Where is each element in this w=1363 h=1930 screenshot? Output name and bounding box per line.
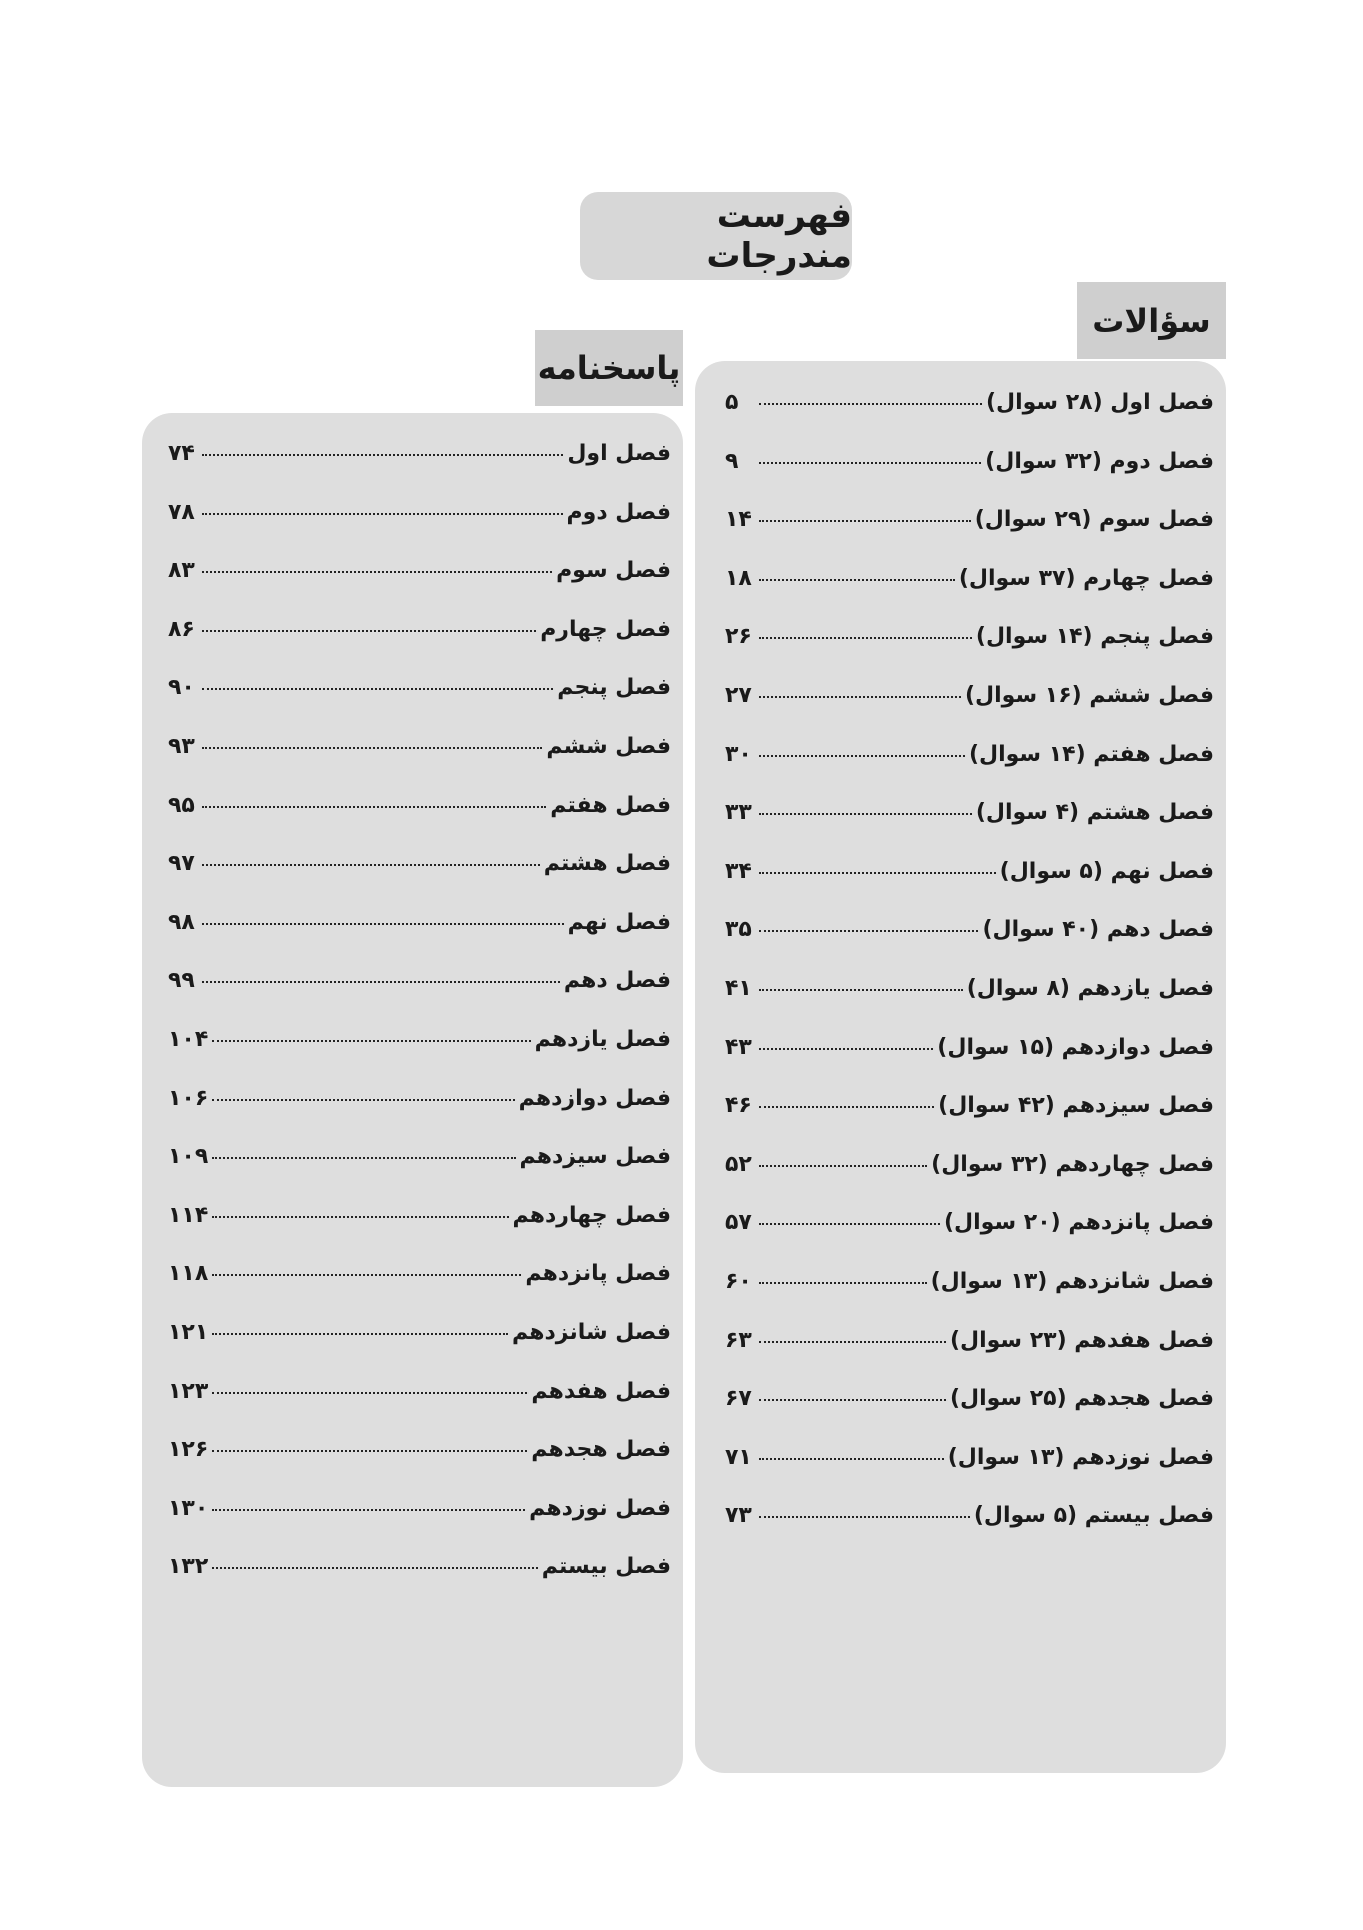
dot-leader [759,1399,946,1401]
toc-entry-page-number: ۳۰ [725,741,752,767]
toc-entry-page-number: ۴۳ [725,1034,752,1060]
dot-leader [202,454,563,456]
toc-entry[interactable] [725,1445,1214,1504]
page-title: فهرست مندرجات [580,192,852,280]
toc-entry[interactable] [725,449,1214,508]
toc-entry-title: فصل نوزدهم (۱۳ سوال) [947,1444,1214,1470]
toc-entry-title: فصل چهارم [540,616,671,642]
toc-entry-title: فصل نهم (۵ سوال) [999,858,1214,884]
dot-leader [759,989,963,991]
toc-entry-title: فصل یازدهم [534,1026,671,1052]
toc-entry-title: فصل نهم [567,909,671,935]
toc-entry[interactable] [168,734,671,793]
toc-entry[interactable] [168,1203,671,1262]
toc-entry-page-number: ۱۲۱ [168,1319,209,1345]
questions-panel [695,361,1226,1773]
toc-entry[interactable] [168,1379,671,1438]
dot-leader [759,1516,970,1518]
toc-entry[interactable] [725,1386,1214,1445]
toc-entry[interactable] [168,968,671,1027]
toc-entry[interactable] [725,683,1214,742]
dot-leader [202,806,546,808]
toc-entry-page-number: ۷۸ [168,499,195,525]
toc-entry[interactable] [168,1496,671,1555]
dot-leader [759,637,972,639]
dot-leader [759,1048,933,1050]
toc-entry-title: فصل بیستم (۵ سوال) [973,1503,1214,1529]
dot-leader [759,755,965,757]
dot-leader [759,872,996,874]
toc-entry[interactable] [168,558,671,617]
toc-entry-page-number: ۳۵ [725,917,752,943]
toc-entry-title: فصل سوم [556,558,671,584]
dot-leader [212,1567,537,1569]
dot-leader [759,813,972,815]
dot-leader [202,864,540,866]
toc-entry-title: فصل پنجم (۱۴ سوال) [975,624,1214,650]
toc-entry[interactable] [168,441,671,500]
dot-leader [202,981,560,983]
toc-entry-page-number: ۱۳۰ [168,1495,209,1521]
toc-entry-page-number: ۹ [725,448,739,474]
toc-entry-title: فصل هجدهم (۲۵ سوال) [949,1386,1214,1412]
toc-entry[interactable] [725,1328,1214,1387]
toc-entry-title: فصل هفدهم [531,1378,671,1404]
toc-entry[interactable] [168,1554,671,1613]
dot-leader [202,747,542,749]
dot-leader [759,1341,946,1343]
toc-entry-page-number: ۱۴ [725,507,752,533]
toc-entry[interactable] [168,910,671,969]
dot-leader [212,1040,530,1042]
dot-leader [759,520,971,522]
toc-entry[interactable] [168,500,671,559]
toc-entry-page-number: ۱۲۳ [168,1378,209,1404]
toc-entry-page-number: ۵۲ [725,1151,752,1177]
toc-entry-title: فصل دهم [563,968,671,994]
toc-entry-title: فصل یازدهم (۸ سوال) [966,975,1214,1001]
dot-leader [212,1216,508,1218]
dot-leader [212,1099,514,1101]
toc-entry-page-number: ۲۶ [725,624,752,650]
dot-leader [212,1450,527,1452]
dot-leader [759,1282,927,1284]
toc-entry-page-number: ۹۹ [168,968,195,994]
toc-entry-title: فصل ششم (۱۶ سوال) [964,682,1214,708]
toc-entry-page-number: ۴۶ [725,1093,752,1119]
toc-entry-page-number: ۸۶ [168,616,195,642]
toc-entry-title: فصل هشتم [543,851,671,877]
questions-section-label: سؤالات [1077,282,1226,359]
toc-entry[interactable] [168,1027,671,1086]
toc-entry-title: فصل دوازدهم [518,1085,671,1111]
toc-entry-title: فصل پانزدهم (۲۰ سوال) [944,1210,1214,1236]
toc-entry-page-number: ۱۰۴ [168,1026,209,1052]
dot-leader [212,1333,508,1335]
toc-entry-title: فصل چهارم (۳۷ سوال) [958,565,1214,591]
toc-entry[interactable] [725,917,1214,976]
toc-entry-page-number: ۳۳ [725,800,752,826]
dot-leader [759,462,981,464]
toc-entry-page-number: ۸۳ [168,558,195,584]
toc-entry[interactable] [168,675,671,734]
dot-leader [202,513,563,515]
toc-entry-page-number: ۳۴ [725,858,752,884]
toc-entry-page-number: ۶۰ [725,1268,752,1294]
toc-entry-title: فصل دوازدهم (۱۵ سوال) [937,1034,1214,1060]
dot-leader [759,579,955,581]
dot-leader [759,696,961,698]
toc-entry-title: فصل هفتم (۱۴ سوال) [968,741,1214,767]
toc-entry[interactable] [725,507,1214,566]
toc-entry-page-number: ۹۷ [168,851,195,877]
dot-leader [212,1509,525,1511]
answers-toc-list [168,441,671,1613]
toc-entry-page-number: ۱۸ [725,565,752,591]
toc-entry[interactable] [168,1320,671,1379]
toc-entry[interactable] [168,793,671,852]
dot-leader [759,930,978,932]
toc-entry-title: فصل بیستم [541,1554,671,1580]
toc-entry-title: فصل اول (۲۸ سوال) [985,390,1214,415]
toc-entry[interactable] [725,976,1214,1035]
toc-entry-page-number: ۵۷ [725,1210,752,1236]
toc-entry-page-number: ۶۷ [725,1386,752,1412]
dot-leader [759,1458,944,1460]
toc-entry[interactable] [725,742,1214,801]
dot-leader [759,403,982,405]
toc-entry-page-number: ۱۱۴ [168,1202,209,1228]
dot-leader [212,1392,527,1394]
toc-entry-title: فصل دهم (۴۰ سوال) [982,917,1214,943]
toc-entry-title: فصل پنجم [557,675,671,701]
toc-entry-page-number: ۹۸ [168,909,195,935]
toc-entry[interactable] [725,1035,1214,1094]
toc-entry[interactable] [168,1144,671,1203]
dot-leader [759,1165,927,1167]
answers-panel [142,413,683,1787]
toc-entry[interactable] [725,800,1214,859]
toc-entry[interactable] [725,1269,1214,1328]
dot-leader [202,630,536,632]
toc-entry-page-number: ۹۵ [168,792,195,818]
dot-leader [202,688,553,690]
toc-entry-title: فصل سیزدهم [519,1144,671,1170]
toc-entry-title: فصل هفدهم (۲۳ سوال) [949,1327,1214,1353]
toc-entry[interactable] [168,1437,671,1496]
toc-entry[interactable] [168,1261,671,1320]
answers-section-label: پاسخنامه [535,330,683,406]
dot-leader [212,1274,521,1276]
toc-entry[interactable] [725,1093,1214,1152]
toc-entry-title: فصل هجدهم [531,1437,671,1463]
toc-entry-title: فصل شانزدهم (۱۳ سوال) [930,1268,1214,1294]
toc-entry[interactable] [725,1503,1214,1562]
toc-entry-title: فصل پانزدهم [525,1261,671,1287]
toc-entry-title: فصل هفتم [550,792,671,818]
toc-entry-title: فصل دوم [566,499,671,525]
toc-entry-page-number: ۱۲۶ [168,1437,209,1463]
toc-entry-page-number: ۱۳۲ [168,1554,209,1580]
toc-entry-title: فصل هشتم (۴ سوال) [975,800,1214,826]
toc-entry-page-number: ۶۳ [725,1327,752,1353]
toc-entry[interactable] [725,624,1214,683]
toc-entry[interactable] [168,851,671,910]
toc-entry-title: فصل ششم [546,733,671,759]
toc-entry-page-number: ۱۰۹ [168,1144,209,1170]
toc-entry-title: فصل سیزدهم (۴۲ سوال) [938,1093,1214,1119]
toc-entry[interactable] [725,1210,1214,1269]
toc-entry[interactable] [725,1152,1214,1211]
toc-entry-title: فصل سوم (۲۹ سوال) [974,507,1214,533]
toc-entry[interactable] [725,390,1214,449]
toc-entry[interactable] [168,1086,671,1145]
toc-entry[interactable] [725,859,1214,918]
toc-entry-page-number: ۷۳ [725,1503,752,1529]
toc-entry[interactable] [168,617,671,676]
toc-entry-title: فصل چهاردهم (۳۲ سوال) [931,1151,1214,1177]
toc-entry-title: فصل شانزدهم [511,1319,671,1345]
toc-entry-title: فصل اول [567,441,671,466]
dot-leader [212,1157,515,1159]
toc-entry-title: فصل چهاردهم [512,1202,671,1228]
toc-entry-title: فصل دوم (۳۲ سوال) [985,448,1214,474]
toc-entry-page-number: ۹۳ [168,733,195,759]
toc-entry-page-number: ۱۱۸ [168,1261,209,1287]
toc-entry[interactable] [725,566,1214,625]
dot-leader [759,1223,940,1225]
toc-entry-page-number: ۷۴ [168,441,195,466]
dot-leader [759,1106,934,1108]
questions-toc-list [725,390,1214,1562]
toc-entry-page-number: ۲۷ [725,682,752,708]
toc-entry-page-number: ۵ [725,390,739,415]
toc-entry-title: فصل نوزدهم [529,1495,671,1521]
dot-leader [202,923,564,925]
toc-entry-page-number: ۹۰ [168,675,195,701]
toc-entry-page-number: ۷۱ [725,1444,752,1470]
toc-entry-page-number: ۱۰۶ [168,1085,209,1111]
dot-leader [202,571,552,573]
toc-entry-page-number: ۴۱ [725,975,752,1001]
